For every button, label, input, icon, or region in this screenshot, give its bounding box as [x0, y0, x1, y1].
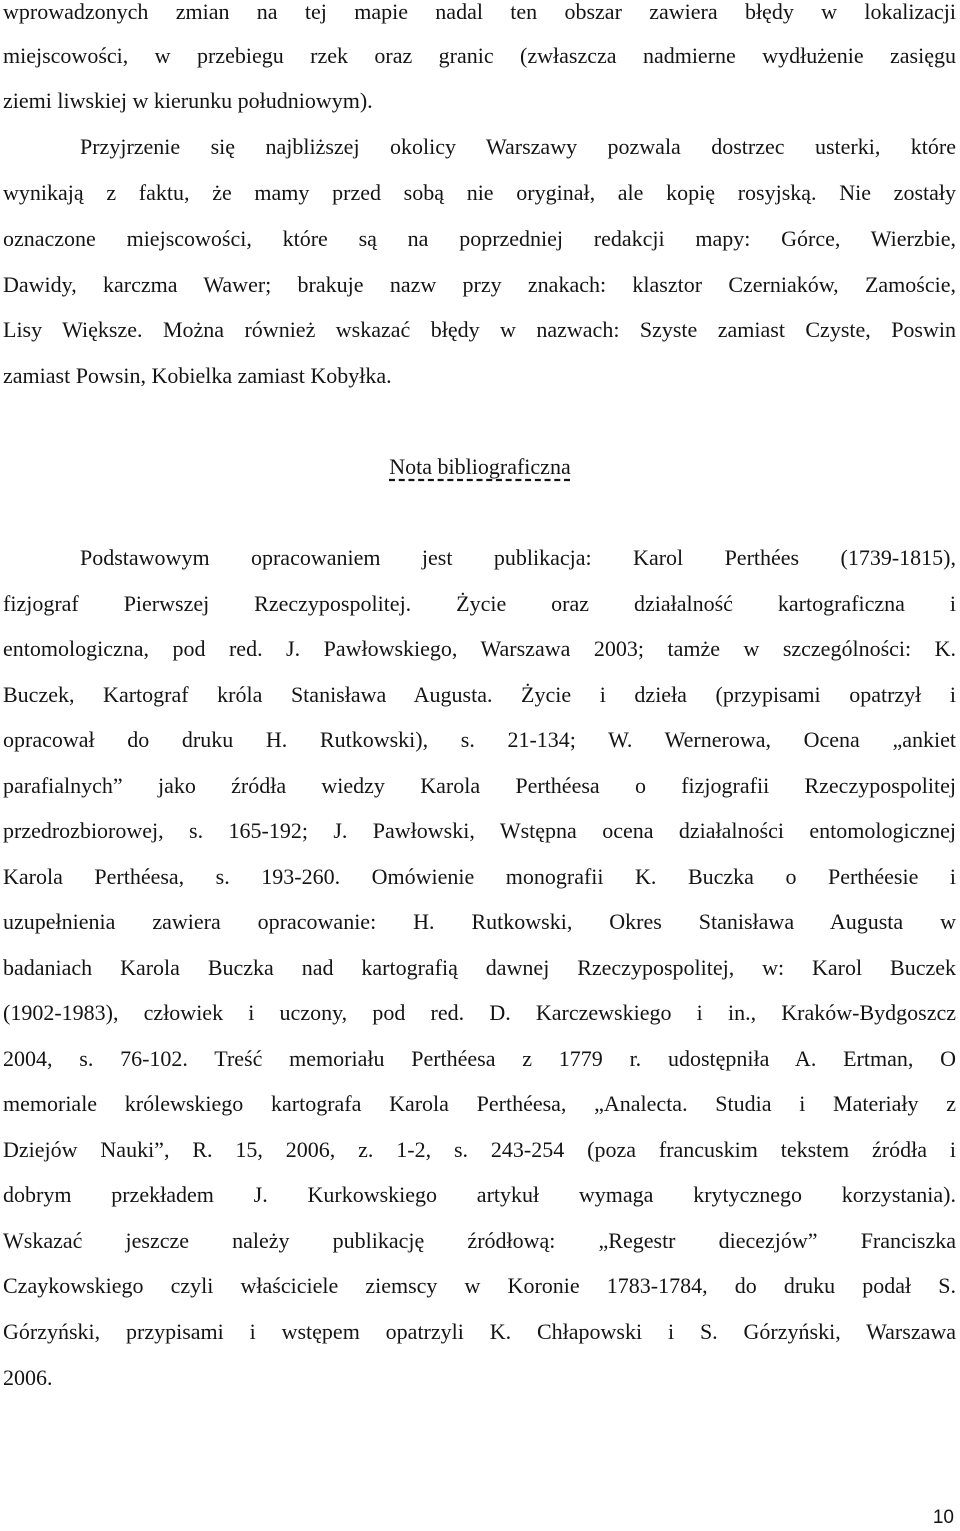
paragraph-line: 2006. [3, 1365, 53, 1390]
section-heading-text: Nota bibliograficzna [389, 454, 571, 479]
paragraph-line: miejscowości, w przebiegu rzek oraz granic (zwłaszcza nadmierne wydłużenie zasięgu [3, 43, 956, 68]
paragraph-line: 2004, s. 76-102. Treść memoriału Perthéesa z 1779 r. udostępniła A. Ertman, O [3, 1046, 956, 1071]
paragraph-line: Dawidy, karczma Wawer; brakuje nazw przy znakach: klasztor Czerniaków, Zamoście, [3, 272, 956, 297]
paragraph-line: fizjograf Pierwszej Rzeczypospolitej. Życie oraz działalność kartograficzna i [3, 591, 956, 616]
paragraph-line: przedrozbiorowej, s. 165-192; J. Pawłowski, Wstępna ocena działalności entomologicznej [3, 818, 956, 843]
paragraph-line: Buczek, Kartograf króla Stanisława Augusta. Życie i dzieła (przypisami opatrzył i [3, 682, 956, 707]
paragraph-line: Karola Perthéesa, s. 193-260. Omówienie monografii K. Buczka o Perthéesie i [3, 864, 956, 889]
paragraph-line: wprowadzonych zmian na tej mapie nadal ten obszar zawiera błędy w lokalizacji [3, 0, 956, 24]
paragraph-line: memoriale królewskiego kartografa Karola Perthéesa, „Analecta. Studia i Materiały z [3, 1091, 956, 1116]
paragraph-line: ziemi liwskiej w kierunku południowym). [3, 88, 373, 113]
paragraph-line: zamiast Powsin, Kobielka zamiast Kobyłka. [3, 363, 392, 388]
page-number: 10 [932, 1507, 954, 1528]
paragraph-line: (1902-1983), człowiek i uczony, pod red. D. Karczewskiego i in., Kraków-Bydgoszcz [3, 1000, 956, 1025]
paragraph-line: parafialnych” jako źródła wiedzy Karola Perthéesa o fizjografii Rzeczypospolitej [3, 773, 956, 798]
paragraph-line: Czaykowskiego czyli właściciele ziemscy w Koronie 1783-1784, do druku podał S. [3, 1273, 956, 1298]
section-heading [0, 445, 960, 489]
paragraph-line: badaniach Karola Buczka nad kartografią dawnej Rzeczypospolitej, w: Karol Buczek [3, 955, 956, 980]
paragraph-line: dobrym przekładem J. Kurkowskiego artykuł wymaga krytycznego korzystania). [3, 1182, 956, 1207]
paragraph-line: Lisy Większe. Można również wskazać błędy w nazwach: Szyste zamiast Czyste, Poswin [3, 317, 956, 342]
paragraph-line: Przyjrzenie się najbliższej okolicy Warszawy pozwala dostrzec usterki, które [80, 134, 956, 159]
paragraph-line: opracował do druku H. Rutkowski), s. 21-134; W. Wernerowa, Ocena „ankiet [3, 727, 956, 752]
paragraph-line: Podstawowym opracowaniem jest publikacja: Karol Perthées (1739-1815), [80, 545, 956, 570]
paragraph-line: Wskazać jeszcze należy publikację źródłową: „Regestr diecezjów” Franciszka [3, 1228, 956, 1253]
paragraph-line: uzupełnienia zawiera opracowanie: H. Rutkowski, Okres Stanisława Augusta w [3, 909, 956, 934]
paragraph-line: Górzyński, przypisami i wstępem opatrzyli K. Chłapowski i S. Górzyński, Warszawa [3, 1319, 956, 1344]
paragraph-line: wynikają z faktu, że mamy przed sobą nie oryginał, ale kopię rosyjską. Nie zostały [3, 180, 956, 205]
paragraph-line: oznaczone miejscowości, które są na poprzedniej redakcji mapy: Górce, Wierzbie, [3, 226, 956, 251]
paragraph-line: Dziejów Nauki”, R. 15, 2006, z. 1-2, s. 243-254 (poza francuskim tekstem źródła i [3, 1137, 956, 1162]
paragraph-line: entomologiczna, pod red. J. Pawłowskiego, Warszawa 2003; tamże w szczególności: K. [3, 636, 956, 661]
